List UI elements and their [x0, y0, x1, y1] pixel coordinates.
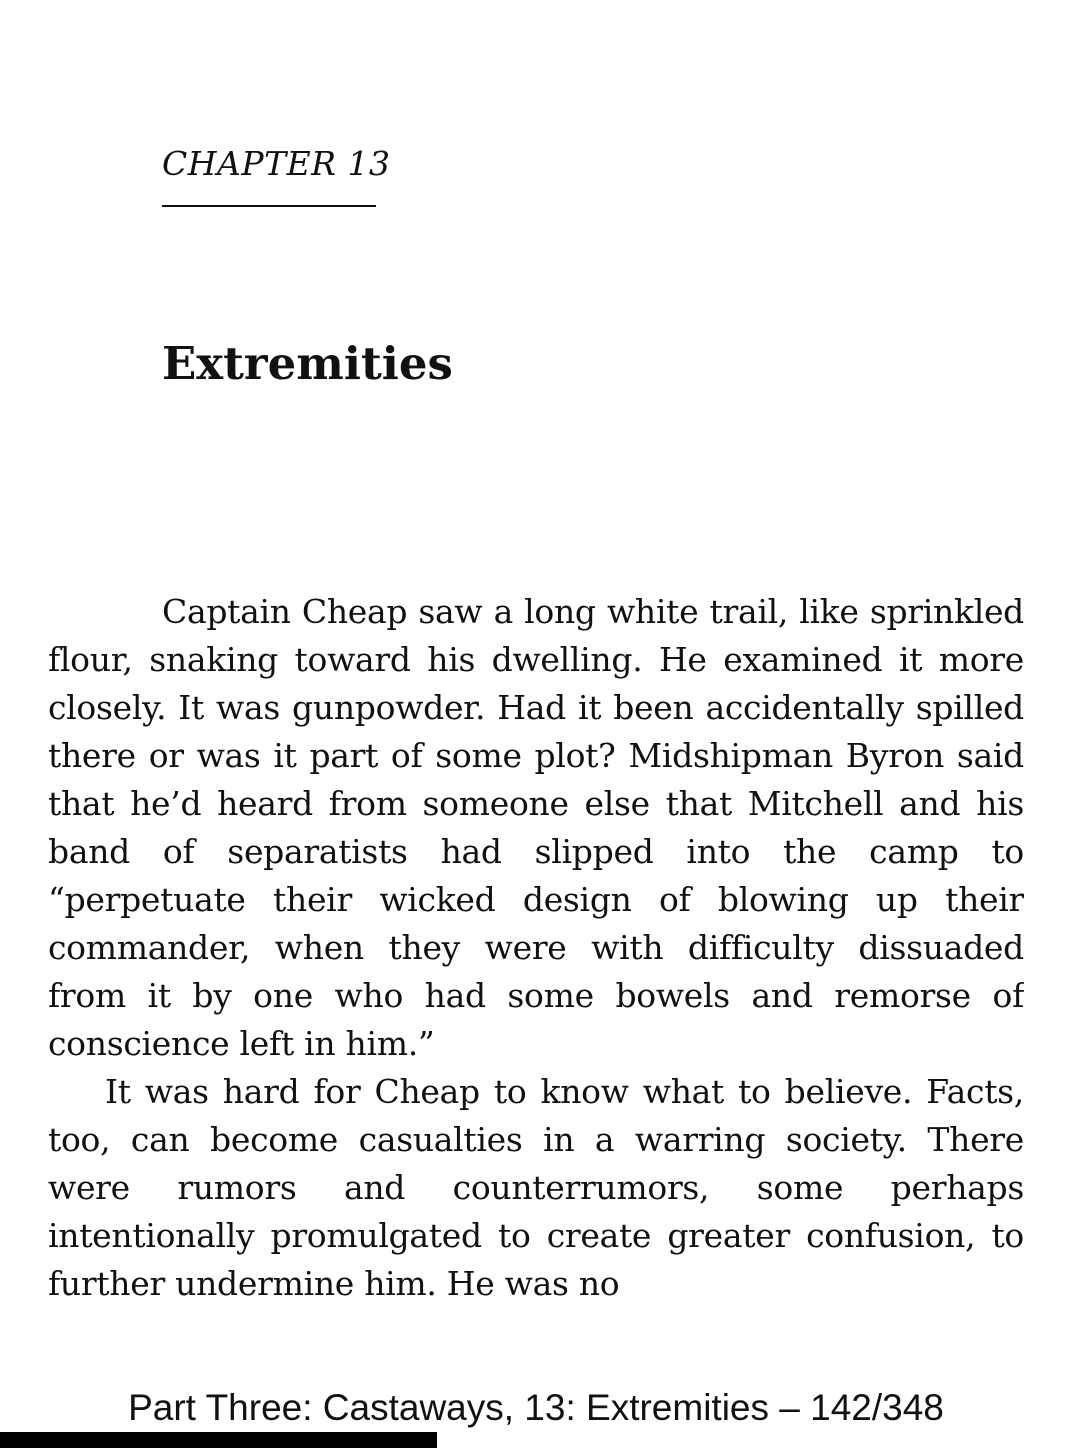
paragraph: It was hard for Cheap to know what to believe. Facts, too, can become casualties in a warring society. There were rumors and counterrumors, some perhaps intentionally promulgated to create greater confusion, to further undermine him. He was no	[48, 1072, 1024, 1303]
reading-progress-bar	[0, 1432, 1072, 1448]
chapter-divider	[162, 205, 376, 207]
paragraph: Captain Cheap saw a long white trail, like sprinkled flour, snaking toward his dwelling. He examined it more closely. It was gunpowder. Had it been accidentally spilled there or was it part of some plot? Midshipman Byron said that he’d heard from someone else that Mitchell and his band of separatists had slipped into the camp to “perpetuate their wicked design of blowing up their commander, when they were with difficulty dissuaded from it by one who had some bowels and remorse of conscience left in him.”	[48, 592, 1024, 1063]
reading-progress-fill	[0, 1432, 437, 1448]
reading-text-area[interactable]	[48, 588, 1024, 1356]
chapter-title: Extremities	[162, 337, 453, 390]
chapter-label: CHAPTER 13	[162, 144, 391, 183]
reading-status-footer: Part Three: Castaways, 13: Extremities – 142/348	[128, 1387, 944, 1428]
